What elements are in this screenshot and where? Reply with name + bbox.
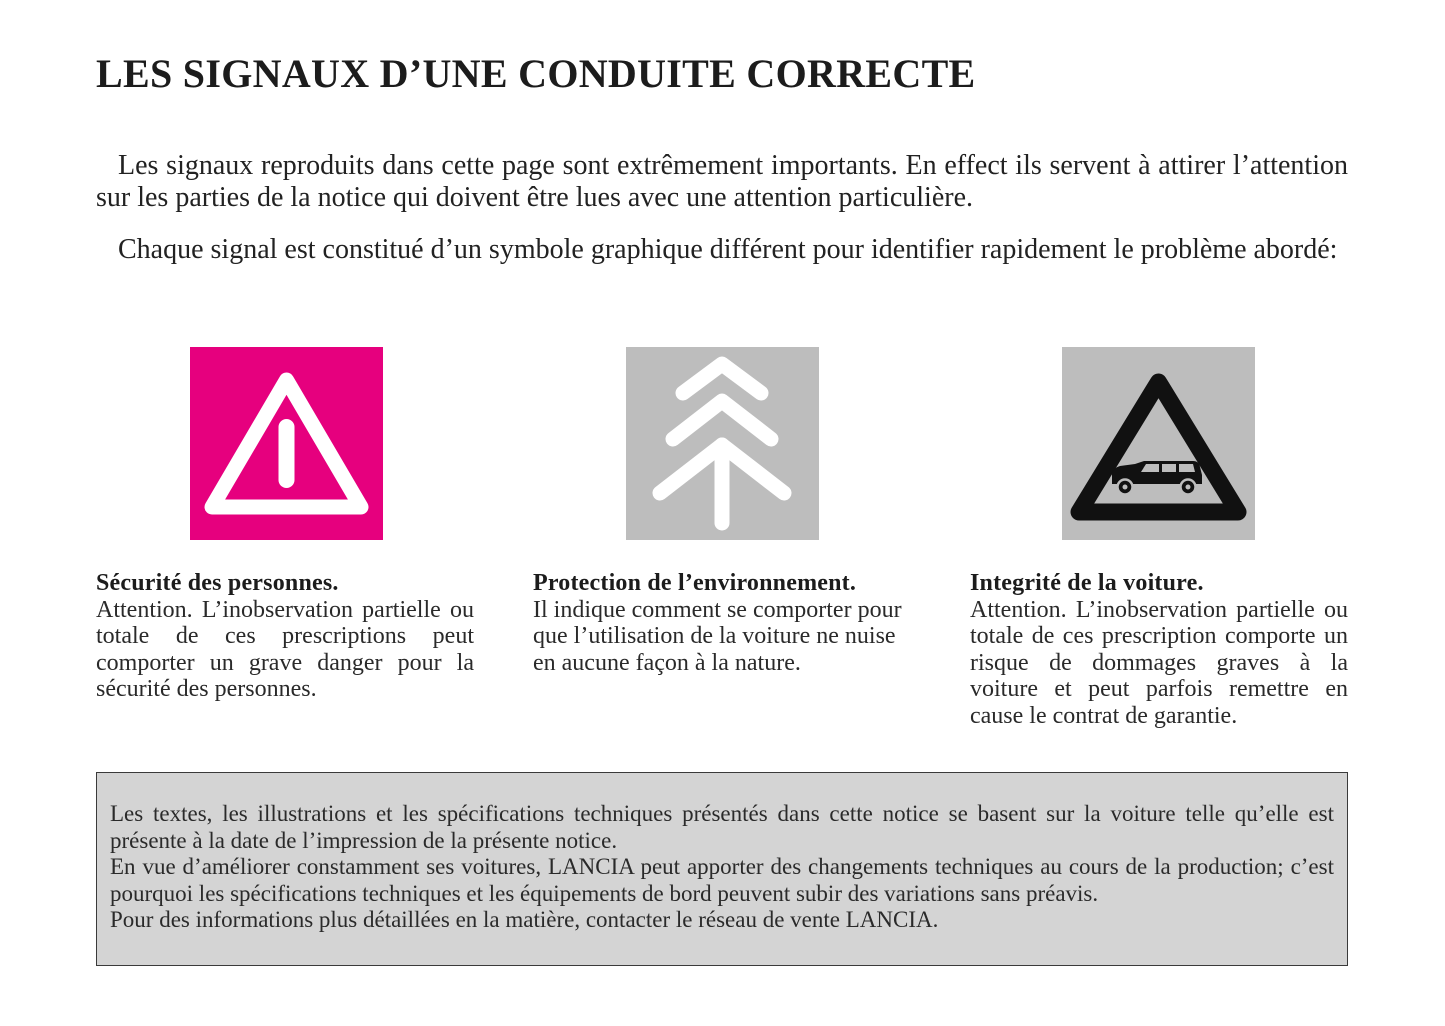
warning-triangle-svg [190,347,383,540]
disclaimer-paragraph: Les textes, les illustrations et les spécifications techniques présentés dans cette notice se basent sur la voiture telle qu’elle est présente à la date de l’impression de la présente notice. [110,801,1334,853]
disclaimer-box [96,772,1348,966]
tree-arrows-svg [626,347,819,540]
disclaimer-paragraph: Pour des informations plus détaillées en la matière, contacter le réseau de vente LANCIA. [110,907,939,932]
signal-title: Integrité de la voiture. [970,570,1204,596]
signal-caption-car [970,570,1348,729]
signal-description: Attention. L’inobservation partielle ou totale de ces prescriptions peut comporter un grave danger pour la sécurité des personnes. [96,596,474,702]
signal-description: Il indique comment se comporter pour que l’utilisation de la voiture ne nuise en aucune façon à la nature. [533,596,902,676]
page-title: LES SIGNAUX D’UNE CONDUITE CORRECTE [96,51,976,96]
signal-caption-safety [96,570,474,703]
signal-title: Sécurité des personnes. [96,570,339,596]
car-warning-triangle-svg [1062,347,1255,540]
signal-caption-environment [533,570,911,676]
signal-description: Attention. L’inobservation partielle ou totale de ces prescription comporte un risque de dommages graves à la voiture et peut parfois remettre en cause le contrat de garantie. [970,596,1348,729]
intro-paragraph: Chaque signal est constitué d’un symbole graphique différent pour identifier rapidement le problème abordé: [118,234,1338,265]
warning-triangle-icon [190,347,383,540]
signal-title: Protection de l’environnement. [533,570,857,596]
tree-arrows-icon [626,347,819,540]
disclaimer-paragraph: En vue d’améliorer constamment ses voitures, LANCIA peut apporter des changements techniques au cours de la production; c’est pourquoi les spécifications techniques et les équipements de bord peuvent subir des variations sans préavis. [110,854,1334,906]
intro-paragraph: Les signaux reproduits dans cette page sont extrêmement importants. En effect ils servent à attirer l’attention sur les parties de la notice qui doivent être lues avec une attention particulière. [96,150,1348,213]
car-warning-triangle-icon [1062,347,1255,540]
